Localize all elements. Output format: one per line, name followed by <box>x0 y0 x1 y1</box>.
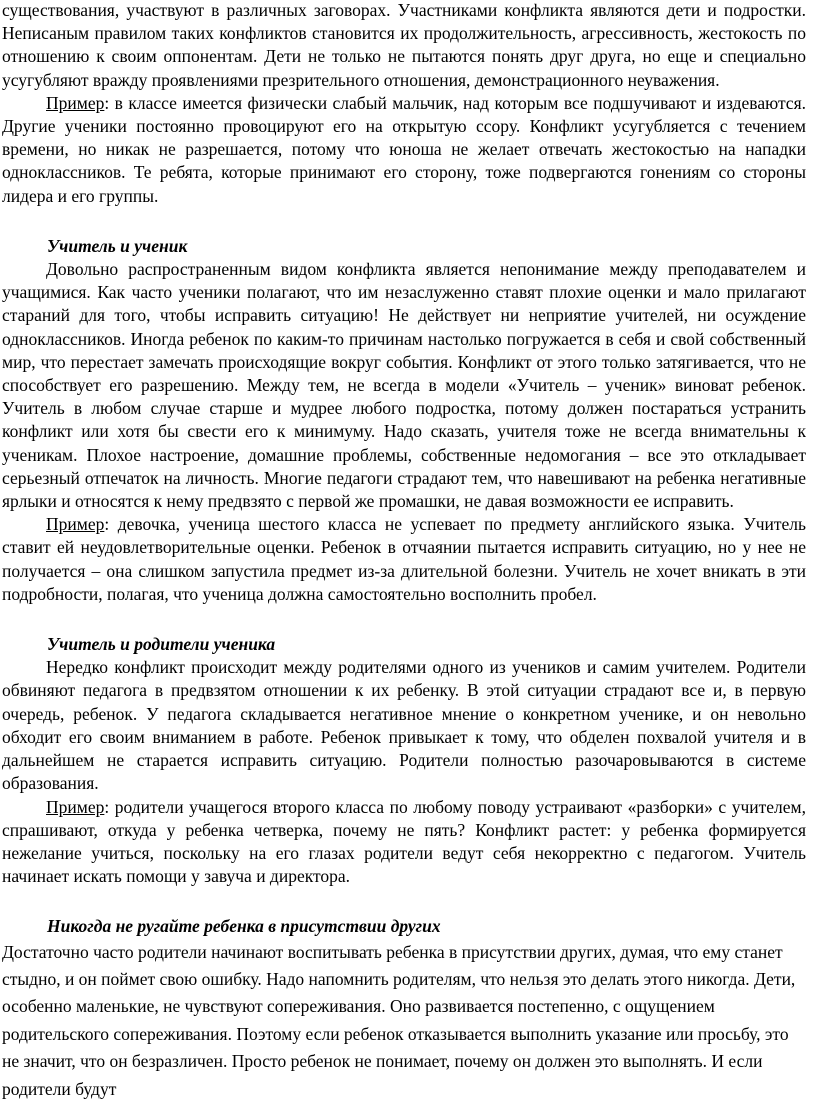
example-label: Пример <box>46 796 105 817</box>
section-gap <box>2 606 806 633</box>
example-text: : девочка, ученица шестого класса не успевает по предмету английского языка. Учитель ставит ей неудовлетворительные оценки. Ребенок в отчаянии пытается исправить ситуацию, но у нее не получается – она слишком запустила предмет из-за длительной болезни. Учитель не хочет вникать в эти подробности, полагая, что ученица должна самостоятельно восполнить пробел. <box>2 514 806 604</box>
example-label: Пример <box>46 514 105 535</box>
paragraph-never-scold: Достаточно часто родители начинают воспитывать ребенка в присутствии других, думая, что ему станет стыдно, и он поймет свою ошибку. Надо напомнить родителям, что нельзя это делать этого никогда. Дети, особенно маленькие, не чувствуют сопереживания. Оно развивается постепенно, с ощущением родительского сопереживания. Поэтому если ребенок отказывается выполнить указание или просьбу, это не значит, что он безразличен. Просто ребенок не понимает, почему он должен это выполнять. И если родители будут <box>2 941 796 1099</box>
section-heading-teacher-parents: Учитель и родители ученика <box>47 634 276 655</box>
section-gap <box>2 888 806 915</box>
section-gap <box>2 208 806 235</box>
example-text: : в классе имеется физически слабый мальчик, над которым все подшучивают и издеваются. Другие ученики постоянно провоцируют его на открытую ссору. Конфликт усугубляется с течением времени, но никак не разрешается, потому что юноша не желает отвечать жестокостью на нападки одноклассников. Те ребята, которые принимают его сторону, тоже подвергаются гонениям со стороны лидера и его группы. <box>2 92 806 206</box>
paragraph-intro: существования, участвуют в различных заговорах. Участниками конфликта являются дети и подростки. Неписаным правилом таких конфликтов становится их продолжительность, агрессивность, жестокость по отношению к своим оппонентам. Дети не только не пытаются понять друг друга, но еще и специально усугубляют вражду проявлениями презрительного отношения, демонстрационного неуважения. <box>2 0 806 90</box>
section-heading-teacher-student: Учитель и ученик <box>47 235 188 256</box>
example-paragraph-2 <box>2 513 806 606</box>
example-label: Пример <box>46 92 105 113</box>
example-text: : родители учащегося второго класса по любому поводу устраивают «разборки» с учителем, спрашивают, откуда у ребенка четверка, почему не пять? Конфликт растет: у ребенка формируется нежелание учиться, поскольку на его глазах родители ведут себя некорректно с педагогом. Учитель начинает искать помощи у завуча и директора. <box>2 796 806 887</box>
example-paragraph-1 <box>2 92 806 208</box>
section-heading-never-scold: Никогда не ругайте ребенка в присутствии других <box>47 916 441 937</box>
paragraph-teacher-parents: Нередко конфликт происходит между родителями одного из учеников и самим учителем. Родители обвиняют педагога в предвзятом отношении к их ребенку. В этой ситуации страдают все и, в первую очередь, ребенок. У педагога складывается негативное мнение о конкретном ученике, и он невольно обходит его своим вниманием в работе. Ребенок привыкает к тому, что обделен похвалой учителя и в дальнейшем не старается исправить ситуацию. Родители полностью разочаровываются в системе образования. <box>2 657 806 794</box>
example-paragraph-3 <box>2 796 806 889</box>
paragraph-teacher-student: Довольно распространенным видом конфликта является непонимание между преподавателем и учащимися. Как часто ученики полагают, что им незаслуженно ставят плохие оценки и мало прилагают стараний для того, чтобы исправить ситуацию! Не действует ни неприятие учителей, ни осуждение одноклассников. Иногда ребенок по каким-то причинам настолько погружается в себя и свой собственный мир, что перестает замечать происходящие вокруг события. Конфликт от этого только затягивается, что не способствует его разрешению. Между тем, не всегда в модели «Учитель – ученик» виноват ребенок. Учитель в любом случае старше и мудрее любого подростка, потому должен постараться устранить конфликт или хотя бы свести его к минимуму. Надо сказать, учителя тоже не всегда внимательны к ученикам. Плохое настроение, домашние проблемы, собственные недомогания – все это откладывает серьезный отпечаток на личность. Многие педагоги страдают тем, что навешивают на ребенка негативные ярлыки и относятся к нему предвзято с первой же промашки, не давая возможности ее исправить. <box>2 259 806 512</box>
